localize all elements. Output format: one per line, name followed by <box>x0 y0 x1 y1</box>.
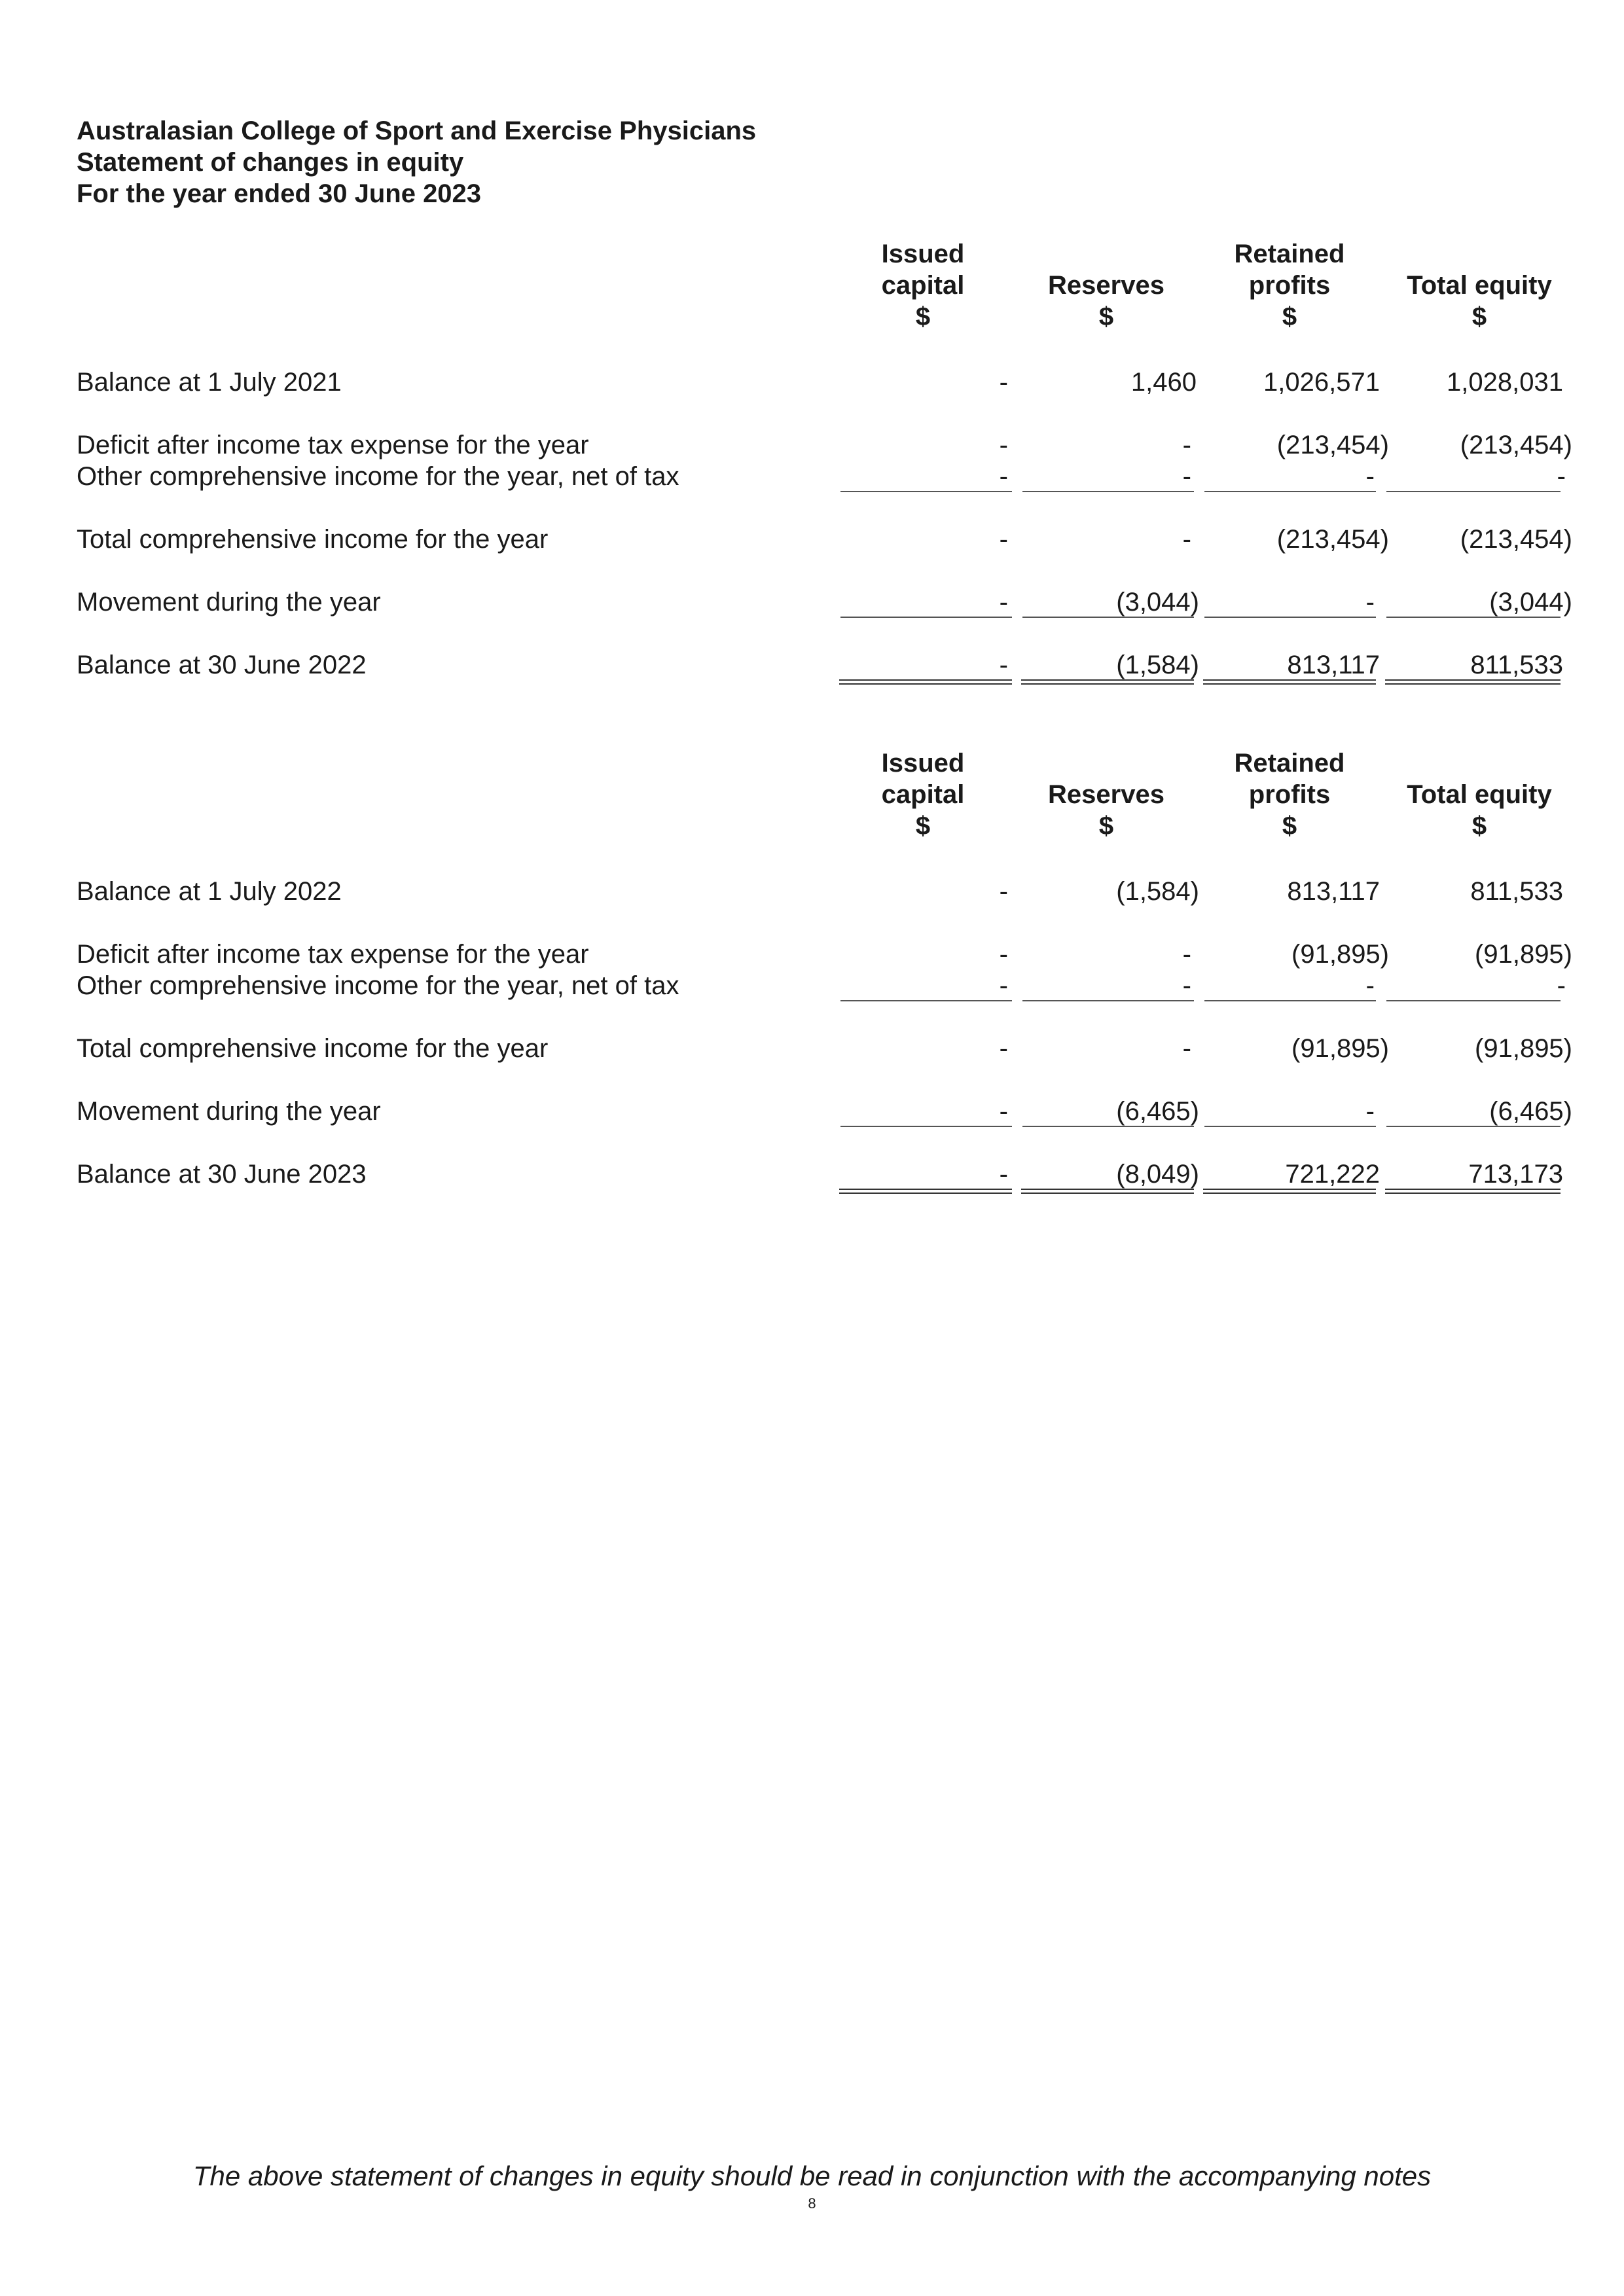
row-label: Deficit after income tax expense for the year <box>77 431 589 459</box>
subtotal-rule <box>840 1000 1012 1001</box>
row-label: Balance at 30 June 2022 <box>77 651 367 679</box>
row-label: Total comprehensive income for the year <box>77 1034 549 1063</box>
cell-retained-profits: (213,454) <box>1276 431 1389 459</box>
statement-title: Statement of changes in equity <box>77 148 464 177</box>
cell-reserves: - <box>1182 431 1191 459</box>
cell-issued-capital: - <box>999 877 1008 906</box>
cell-total-equity: (213,454) <box>1460 525 1572 554</box>
cell-total-equity: 713,173 <box>1468 1160 1563 1189</box>
cell-reserves: - <box>1182 462 1191 491</box>
cell-issued-capital: - <box>999 588 1008 617</box>
col-header-retained-profits: Retained profits $ <box>1234 749 1345 840</box>
total-double-rule <box>1385 1189 1561 1194</box>
cell-retained-profits: 813,117 <box>1287 877 1380 906</box>
total-double-rule <box>1203 679 1376 685</box>
cell-retained-profits: - <box>1365 588 1375 617</box>
document-header <box>77 115 756 209</box>
row-label: Other comprehensive income for the year, net of tax <box>77 462 679 491</box>
row-label: Other comprehensive income for the year, net of tax <box>77 971 679 1000</box>
subtotal-rule <box>1204 1126 1376 1127</box>
subtotal-rule <box>1204 1000 1376 1001</box>
cell-retained-profits: - <box>1365 462 1375 491</box>
cell-issued-capital: - <box>999 1160 1008 1189</box>
subtotal-rule <box>1386 491 1561 492</box>
cell-reserves: - <box>1182 1034 1191 1063</box>
cell-retained-profits: - <box>1365 1097 1375 1126</box>
cell-reserves: (8,049) <box>1116 1160 1199 1189</box>
subtotal-rule <box>1204 491 1376 492</box>
cell-reserves: (1,584) <box>1116 651 1199 679</box>
cell-reserves: - <box>1182 940 1191 969</box>
total-double-rule <box>839 1189 1012 1194</box>
col-header-reserves: Reserves $ <box>1048 780 1164 840</box>
cell-retained-profits: (91,895) <box>1291 940 1389 969</box>
cell-total-equity: (91,895) <box>1475 1034 1572 1063</box>
cell-total-equity: (6,465) <box>1489 1097 1572 1126</box>
row-label: Movement during the year <box>77 588 381 617</box>
cell-reserves: 1,460 <box>1130 368 1197 397</box>
subtotal-rule <box>1022 491 1194 492</box>
organisation-name: Australasian College of Sport and Exercise Physicians <box>77 117 757 145</box>
cell-issued-capital: - <box>999 651 1008 679</box>
total-double-rule <box>1021 1189 1194 1194</box>
cell-retained-profits: (213,454) <box>1276 525 1389 554</box>
col-header-total-equity: Total equity $ <box>1407 271 1552 331</box>
col-header-issued-capital: Issued capital $ <box>881 749 965 840</box>
cell-retained-profits: - <box>1365 971 1375 1000</box>
cell-total-equity: 811,533 <box>1470 877 1563 906</box>
cell-retained-profits: (91,895) <box>1291 1034 1389 1063</box>
row-label: Movement during the year <box>77 1097 381 1126</box>
cell-reserves: (1,584) <box>1116 877 1199 906</box>
cell-total-equity: (213,454) <box>1460 431 1572 459</box>
cell-reserves: (6,465) <box>1116 1097 1199 1126</box>
subtotal-rule <box>1386 1000 1561 1001</box>
col-header-issued-capital: Issued capital $ <box>881 240 965 331</box>
total-double-rule <box>1203 1189 1376 1194</box>
cell-reserves: - <box>1182 525 1191 554</box>
cell-total-equity: 1,028,031 <box>1447 368 1563 397</box>
row-label: Total comprehensive income for the year <box>77 525 549 554</box>
cell-issued-capital: - <box>999 940 1008 969</box>
subtotal-rule <box>1204 617 1376 618</box>
page-number: 8 <box>808 2195 816 2212</box>
cell-issued-capital: - <box>999 431 1008 459</box>
subtotal-rule <box>840 617 1012 618</box>
col-header-total-equity: Total equity $ <box>1407 780 1552 840</box>
subtotal-rule <box>840 491 1012 492</box>
cell-issued-capital: - <box>999 971 1008 1000</box>
cell-issued-capital: - <box>999 525 1008 554</box>
cell-issued-capital: - <box>999 462 1008 491</box>
cell-reserves: - <box>1182 971 1191 1000</box>
cell-total-equity: 811,533 <box>1470 651 1563 679</box>
row-label: Balance at 1 July 2021 <box>77 368 342 397</box>
row-label: Deficit after income tax expense for the year <box>77 940 589 969</box>
cell-retained-profits: 1,026,571 <box>1263 368 1380 397</box>
subtotal-rule <box>1022 1126 1194 1127</box>
cell-retained-profits: 721,222 <box>1285 1160 1380 1189</box>
cell-total-equity: - <box>1557 971 1566 1000</box>
col-header-retained-profits: Retained profits $ <box>1234 240 1345 331</box>
subtotal-rule <box>1386 1126 1561 1127</box>
statement-period: For the year ended 30 June 2023 <box>77 179 482 208</box>
total-double-rule <box>839 679 1012 685</box>
cell-retained-profits: 813,117 <box>1287 651 1380 679</box>
cell-total-equity: - <box>1557 462 1566 491</box>
col-header-reserves: Reserves $ <box>1048 271 1164 331</box>
footer-note: The above statement of changes in equity should be read in conjunction with the accompanying notes <box>192 2161 1432 2191</box>
subtotal-rule <box>1022 1000 1194 1001</box>
cell-reserves: (3,044) <box>1116 588 1199 617</box>
total-double-rule <box>1385 679 1561 685</box>
subtotal-rule <box>1386 617 1561 618</box>
total-double-rule <box>1021 679 1194 685</box>
row-label: Balance at 30 June 2023 <box>77 1160 367 1189</box>
cell-issued-capital: - <box>999 1034 1008 1063</box>
cell-issued-capital: - <box>999 1097 1008 1126</box>
cell-total-equity: (3,044) <box>1489 588 1572 617</box>
cell-total-equity: (91,895) <box>1475 940 1572 969</box>
subtotal-rule <box>840 1126 1012 1127</box>
cell-issued-capital: - <box>999 368 1008 397</box>
row-label: Balance at 1 July 2022 <box>77 877 342 906</box>
subtotal-rule <box>1022 617 1194 618</box>
